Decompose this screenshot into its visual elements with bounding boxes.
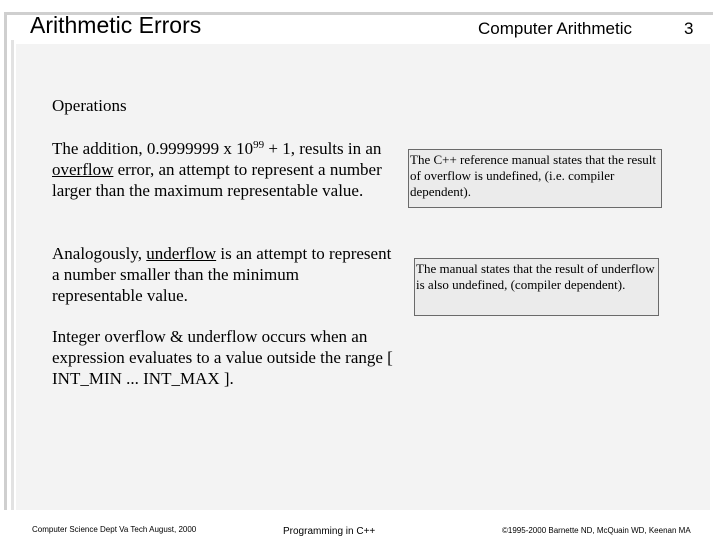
footer-right: ©1995-2000 Barnette ND, McQuain WD, Keenan MA — [502, 526, 691, 535]
section-heading: Operations — [52, 96, 127, 115]
slide-title: Arithmetic Errors — [30, 12, 202, 38]
underflow-paragraph — [52, 243, 392, 306]
header-subject: Computer Arithmetic — [478, 19, 632, 38]
slide-frame-inner — [11, 40, 14, 510]
footer-left: Computer Science Dept Va Tech August, 2000 — [32, 525, 197, 534]
integer-overflow-paragraph: Integer overflow & underflow occurs when an expression evaluates to a value outside the range [ INT_MIN ... INT_MAX ]. — [52, 327, 393, 388]
exponent: 99 — [253, 139, 265, 151]
slide-frame-left — [4, 14, 7, 510]
overflow-paragraph — [52, 138, 392, 201]
page-number: 3 — [684, 19, 694, 38]
underflow-text-rest: is an attempt to represent a number smaller than the minimum representable value. — [52, 244, 392, 305]
overflow-note-box: The C++ reference manual states that the result of overflow is undefined, (i.e. compiler dependent). — [408, 149, 662, 208]
overflow-text-middle: + 1, results in an — [264, 139, 382, 158]
overflow-text-rest: error, an attempt to represent a number larger than the maximum representable value. — [52, 160, 382, 200]
underflow-note-box: The manual states that the result of underflow is also undefined, (compiler dependent). — [414, 258, 659, 316]
underflow-term: underflow — [146, 244, 217, 263]
footer-center: Programming in C++ — [283, 526, 376, 537]
underflow-text-before: Analogously, — [52, 244, 147, 263]
overflow-term: overflow — [52, 160, 114, 179]
overflow-text-before: The addition, 0.9999999 x 10 — [52, 139, 254, 158]
